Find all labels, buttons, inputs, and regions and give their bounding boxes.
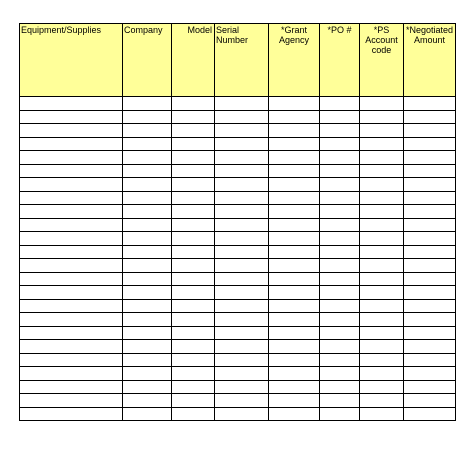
table-cell[interactable] — [20, 380, 123, 394]
table-cell[interactable] — [269, 326, 320, 340]
table-cell[interactable] — [320, 340, 360, 354]
table-cell[interactable] — [215, 326, 269, 340]
table-cell[interactable] — [360, 164, 404, 178]
table-row — [20, 286, 456, 300]
table-cell[interactable] — [404, 367, 456, 381]
table-cell[interactable] — [172, 367, 215, 381]
table-cell[interactable] — [215, 178, 269, 192]
table-row — [20, 137, 456, 151]
table-cell[interactable] — [20, 353, 123, 367]
table-cell[interactable] — [20, 272, 123, 286]
table-row — [20, 259, 456, 273]
table-cell[interactable] — [269, 380, 320, 394]
header-label: *PO # — [327, 25, 352, 35]
table-cell[interactable] — [360, 286, 404, 300]
table-cell[interactable] — [360, 137, 404, 151]
table-row — [20, 97, 456, 111]
table-cell[interactable] — [20, 313, 123, 327]
table-cell[interactable] — [172, 137, 215, 151]
table-header — [20, 24, 456, 97]
table-cell[interactable] — [172, 97, 215, 111]
table-cell[interactable] — [172, 232, 215, 246]
table-cell[interactable] — [404, 286, 456, 300]
table-cell[interactable] — [404, 407, 456, 421]
table-cell[interactable] — [20, 164, 123, 178]
table-cell[interactable] — [320, 380, 360, 394]
column-header-ps-account-code — [360, 24, 404, 97]
table-cell[interactable] — [215, 259, 269, 273]
table-cell[interactable] — [404, 164, 456, 178]
table-cell[interactable] — [123, 151, 172, 165]
table-cell[interactable] — [404, 218, 456, 232]
table-cell[interactable] — [360, 191, 404, 205]
table-cell[interactable] — [123, 218, 172, 232]
table-cell[interactable] — [404, 178, 456, 192]
table-cell[interactable] — [320, 245, 360, 259]
table-cell[interactable] — [320, 272, 360, 286]
table-cell[interactable] — [320, 218, 360, 232]
table-cell[interactable] — [269, 164, 320, 178]
table-cell[interactable] — [320, 259, 360, 273]
table-cell[interactable] — [172, 299, 215, 313]
column-header-equipment-supplies — [20, 24, 123, 97]
table-cell[interactable] — [404, 380, 456, 394]
table-row — [20, 299, 456, 313]
table-cell[interactable] — [404, 353, 456, 367]
table-row — [20, 110, 456, 124]
table-cell[interactable] — [360, 394, 404, 408]
table-cell[interactable] — [320, 124, 360, 138]
table-cell[interactable] — [404, 151, 456, 165]
table-row — [20, 394, 456, 408]
table-cell[interactable] — [123, 259, 172, 273]
table-cell[interactable] — [404, 259, 456, 273]
table-row — [20, 124, 456, 138]
table-cell[interactable] — [215, 124, 269, 138]
table-cell[interactable] — [404, 110, 456, 124]
table-cell[interactable] — [360, 367, 404, 381]
table-cell[interactable] — [360, 299, 404, 313]
table-cell[interactable] — [320, 313, 360, 327]
table-cell[interactable] — [172, 326, 215, 340]
table-cell[interactable] — [404, 245, 456, 259]
table-cell[interactable] — [269, 191, 320, 205]
table-cell[interactable] — [20, 97, 123, 111]
table-cell[interactable] — [172, 205, 215, 219]
table-body — [20, 97, 456, 421]
column-header-po-number — [320, 24, 360, 97]
table-cell[interactable] — [360, 205, 404, 219]
table-cell[interactable] — [172, 353, 215, 367]
table-row — [20, 380, 456, 394]
table-cell[interactable] — [215, 245, 269, 259]
table-cell[interactable] — [269, 313, 320, 327]
table-cell[interactable] — [123, 191, 172, 205]
table-cell[interactable] — [269, 394, 320, 408]
table-cell[interactable] — [215, 353, 269, 367]
table-cell[interactable] — [123, 178, 172, 192]
table-cell[interactable] — [320, 407, 360, 421]
table-cell[interactable] — [269, 124, 320, 138]
table-cell[interactable] — [404, 137, 456, 151]
header-label: *Negotiated Amount — [405, 25, 454, 45]
table-cell[interactable] — [20, 191, 123, 205]
table-cell[interactable] — [404, 97, 456, 111]
table-cell[interactable] — [320, 137, 360, 151]
table-cell[interactable] — [20, 407, 123, 421]
table-cell[interactable] — [360, 178, 404, 192]
table-cell[interactable] — [269, 151, 320, 165]
table-cell[interactable] — [123, 205, 172, 219]
table-cell[interactable] — [215, 205, 269, 219]
table-cell[interactable] — [360, 326, 404, 340]
table-cell[interactable] — [123, 286, 172, 300]
table-cell[interactable] — [123, 137, 172, 151]
table-cell[interactable] — [215, 313, 269, 327]
table-cell[interactable] — [20, 394, 123, 408]
table-cell[interactable] — [269, 340, 320, 354]
table-cell[interactable] — [269, 218, 320, 232]
table-cell[interactable] — [20, 340, 123, 354]
table-cell[interactable] — [215, 110, 269, 124]
table-cell[interactable] — [20, 178, 123, 192]
table-cell[interactable] — [123, 340, 172, 354]
table-cell[interactable] — [172, 191, 215, 205]
table-cell[interactable] — [123, 367, 172, 381]
table-cell[interactable] — [20, 259, 123, 273]
table-cell[interactable] — [320, 205, 360, 219]
table-cell[interactable] — [360, 380, 404, 394]
table-cell[interactable] — [215, 340, 269, 354]
table-cell[interactable] — [404, 191, 456, 205]
table-cell[interactable] — [269, 353, 320, 367]
table-cell[interactable] — [123, 299, 172, 313]
table-row — [20, 313, 456, 327]
table-cell[interactable] — [360, 110, 404, 124]
table-cell[interactable] — [172, 218, 215, 232]
table-cell[interactable] — [172, 245, 215, 259]
table-cell[interactable] — [123, 407, 172, 421]
table-cell[interactable] — [269, 97, 320, 111]
table-cell[interactable] — [172, 178, 215, 192]
column-header-company — [123, 24, 172, 97]
table-cell[interactable] — [360, 353, 404, 367]
table-cell[interactable] — [20, 286, 123, 300]
table-row — [20, 232, 456, 246]
equipment-inventory-table — [19, 23, 456, 421]
table-cell[interactable] — [123, 380, 172, 394]
header-label: Model — [187, 25, 212, 35]
table-cell[interactable] — [215, 272, 269, 286]
table-cell[interactable] — [172, 407, 215, 421]
table-cell[interactable] — [172, 164, 215, 178]
table-cell[interactable] — [360, 259, 404, 273]
table-cell[interactable] — [172, 272, 215, 286]
table-cell[interactable] — [20, 218, 123, 232]
table-row — [20, 407, 456, 421]
table-row — [20, 340, 456, 354]
table-cell[interactable] — [20, 124, 123, 138]
column-header-grant-agency — [269, 24, 320, 97]
table-row — [20, 272, 456, 286]
table-cell[interactable] — [269, 137, 320, 151]
table-cell[interactable] — [20, 232, 123, 246]
header-label: *Grant Agency — [278, 25, 310, 45]
table-cell[interactable] — [123, 110, 172, 124]
table-cell[interactable] — [215, 380, 269, 394]
header-label: Equipment/Supplies — [21, 25, 102, 35]
table-cell[interactable] — [404, 340, 456, 354]
table-cell[interactable] — [172, 124, 215, 138]
table-cell[interactable] — [123, 164, 172, 178]
table-cell[interactable] — [269, 367, 320, 381]
table-cell[interactable] — [123, 313, 172, 327]
table-cell[interactable] — [20, 367, 123, 381]
table-cell[interactable] — [360, 124, 404, 138]
table-cell[interactable] — [404, 272, 456, 286]
table-cell[interactable] — [20, 299, 123, 313]
column-header-serial-number — [215, 24, 269, 97]
table-cell[interactable] — [172, 151, 215, 165]
table-cell[interactable] — [215, 286, 269, 300]
table-cell[interactable] — [20, 326, 123, 340]
table-row — [20, 326, 456, 340]
table-cell[interactable] — [269, 286, 320, 300]
table-row — [20, 367, 456, 381]
table-row — [20, 151, 456, 165]
table-cell[interactable] — [172, 313, 215, 327]
column-header-model — [172, 24, 215, 97]
table-cell[interactable] — [360, 151, 404, 165]
table-cell[interactable] — [360, 232, 404, 246]
table-cell[interactable] — [269, 178, 320, 192]
table-cell[interactable] — [172, 110, 215, 124]
table-cell[interactable] — [320, 326, 360, 340]
header-label: *PS Account code — [365, 25, 398, 55]
table-cell[interactable] — [320, 97, 360, 111]
table-cell[interactable] — [320, 110, 360, 124]
table-cell[interactable] — [320, 394, 360, 408]
table-cell[interactable] — [20, 110, 123, 124]
table-cell[interactable] — [320, 232, 360, 246]
table-cell[interactable] — [123, 272, 172, 286]
table-cell[interactable] — [320, 191, 360, 205]
table-cell[interactable] — [215, 151, 269, 165]
table-cell[interactable] — [215, 191, 269, 205]
table-row — [20, 218, 456, 232]
table-row — [20, 245, 456, 259]
table-cell[interactable] — [404, 394, 456, 408]
table-cell[interactable] — [404, 313, 456, 327]
table-cell[interactable] — [269, 232, 320, 246]
table-cell[interactable] — [215, 232, 269, 246]
table-cell[interactable] — [215, 407, 269, 421]
table-cell[interactable] — [172, 380, 215, 394]
table-row — [20, 353, 456, 367]
table-row — [20, 191, 456, 205]
table-cell[interactable] — [123, 353, 172, 367]
table-cell[interactable] — [360, 272, 404, 286]
table-cell[interactable] — [320, 151, 360, 165]
header-label: Serial Number — [216, 25, 249, 45]
table-cell[interactable] — [360, 245, 404, 259]
table-cell[interactable] — [404, 124, 456, 138]
table-cell[interactable] — [172, 340, 215, 354]
table-cell[interactable] — [172, 286, 215, 300]
table-cell[interactable] — [123, 245, 172, 259]
table-cell[interactable] — [269, 272, 320, 286]
table-cell[interactable] — [404, 299, 456, 313]
table-cell[interactable] — [360, 313, 404, 327]
table-cell[interactable] — [215, 218, 269, 232]
table-cell[interactable] — [269, 245, 320, 259]
table-cell[interactable] — [123, 326, 172, 340]
table-row — [20, 178, 456, 192]
table-cell[interactable] — [172, 259, 215, 273]
table-row — [20, 205, 456, 219]
table-cell[interactable] — [360, 218, 404, 232]
table-cell[interactable] — [404, 205, 456, 219]
table-cell[interactable] — [269, 407, 320, 421]
table-cell[interactable] — [404, 232, 456, 246]
table-cell[interactable] — [320, 286, 360, 300]
table-cell[interactable] — [320, 164, 360, 178]
table-cell[interactable] — [215, 394, 269, 408]
table-cell[interactable] — [404, 326, 456, 340]
table-cell[interactable] — [215, 367, 269, 381]
table-cell[interactable] — [360, 407, 404, 421]
table-cell[interactable] — [320, 178, 360, 192]
table-cell[interactable] — [123, 124, 172, 138]
table-cell[interactable] — [360, 340, 404, 354]
table-cell[interactable] — [269, 299, 320, 313]
table-cell[interactable] — [215, 137, 269, 151]
table-cell[interactable] — [320, 353, 360, 367]
table-cell[interactable] — [320, 367, 360, 381]
table-cell[interactable] — [269, 259, 320, 273]
table-cell[interactable] — [172, 394, 215, 408]
table-cell[interactable] — [20, 151, 123, 165]
table-cell[interactable] — [123, 232, 172, 246]
table-cell[interactable] — [269, 110, 320, 124]
table-cell[interactable] — [215, 299, 269, 313]
table-cell[interactable] — [320, 299, 360, 313]
table-cell[interactable] — [360, 97, 404, 111]
table-cell[interactable] — [20, 205, 123, 219]
table-cell[interactable] — [269, 205, 320, 219]
table-cell[interactable] — [123, 97, 172, 111]
table-cell[interactable] — [20, 245, 123, 259]
table-cell[interactable] — [20, 137, 123, 151]
table-cell[interactable] — [123, 394, 172, 408]
table-cell[interactable] — [215, 97, 269, 111]
table-row — [20, 164, 456, 178]
header-label: Company — [124, 25, 163, 35]
column-header-negotiated-amount — [404, 24, 456, 97]
table-cell[interactable] — [215, 164, 269, 178]
